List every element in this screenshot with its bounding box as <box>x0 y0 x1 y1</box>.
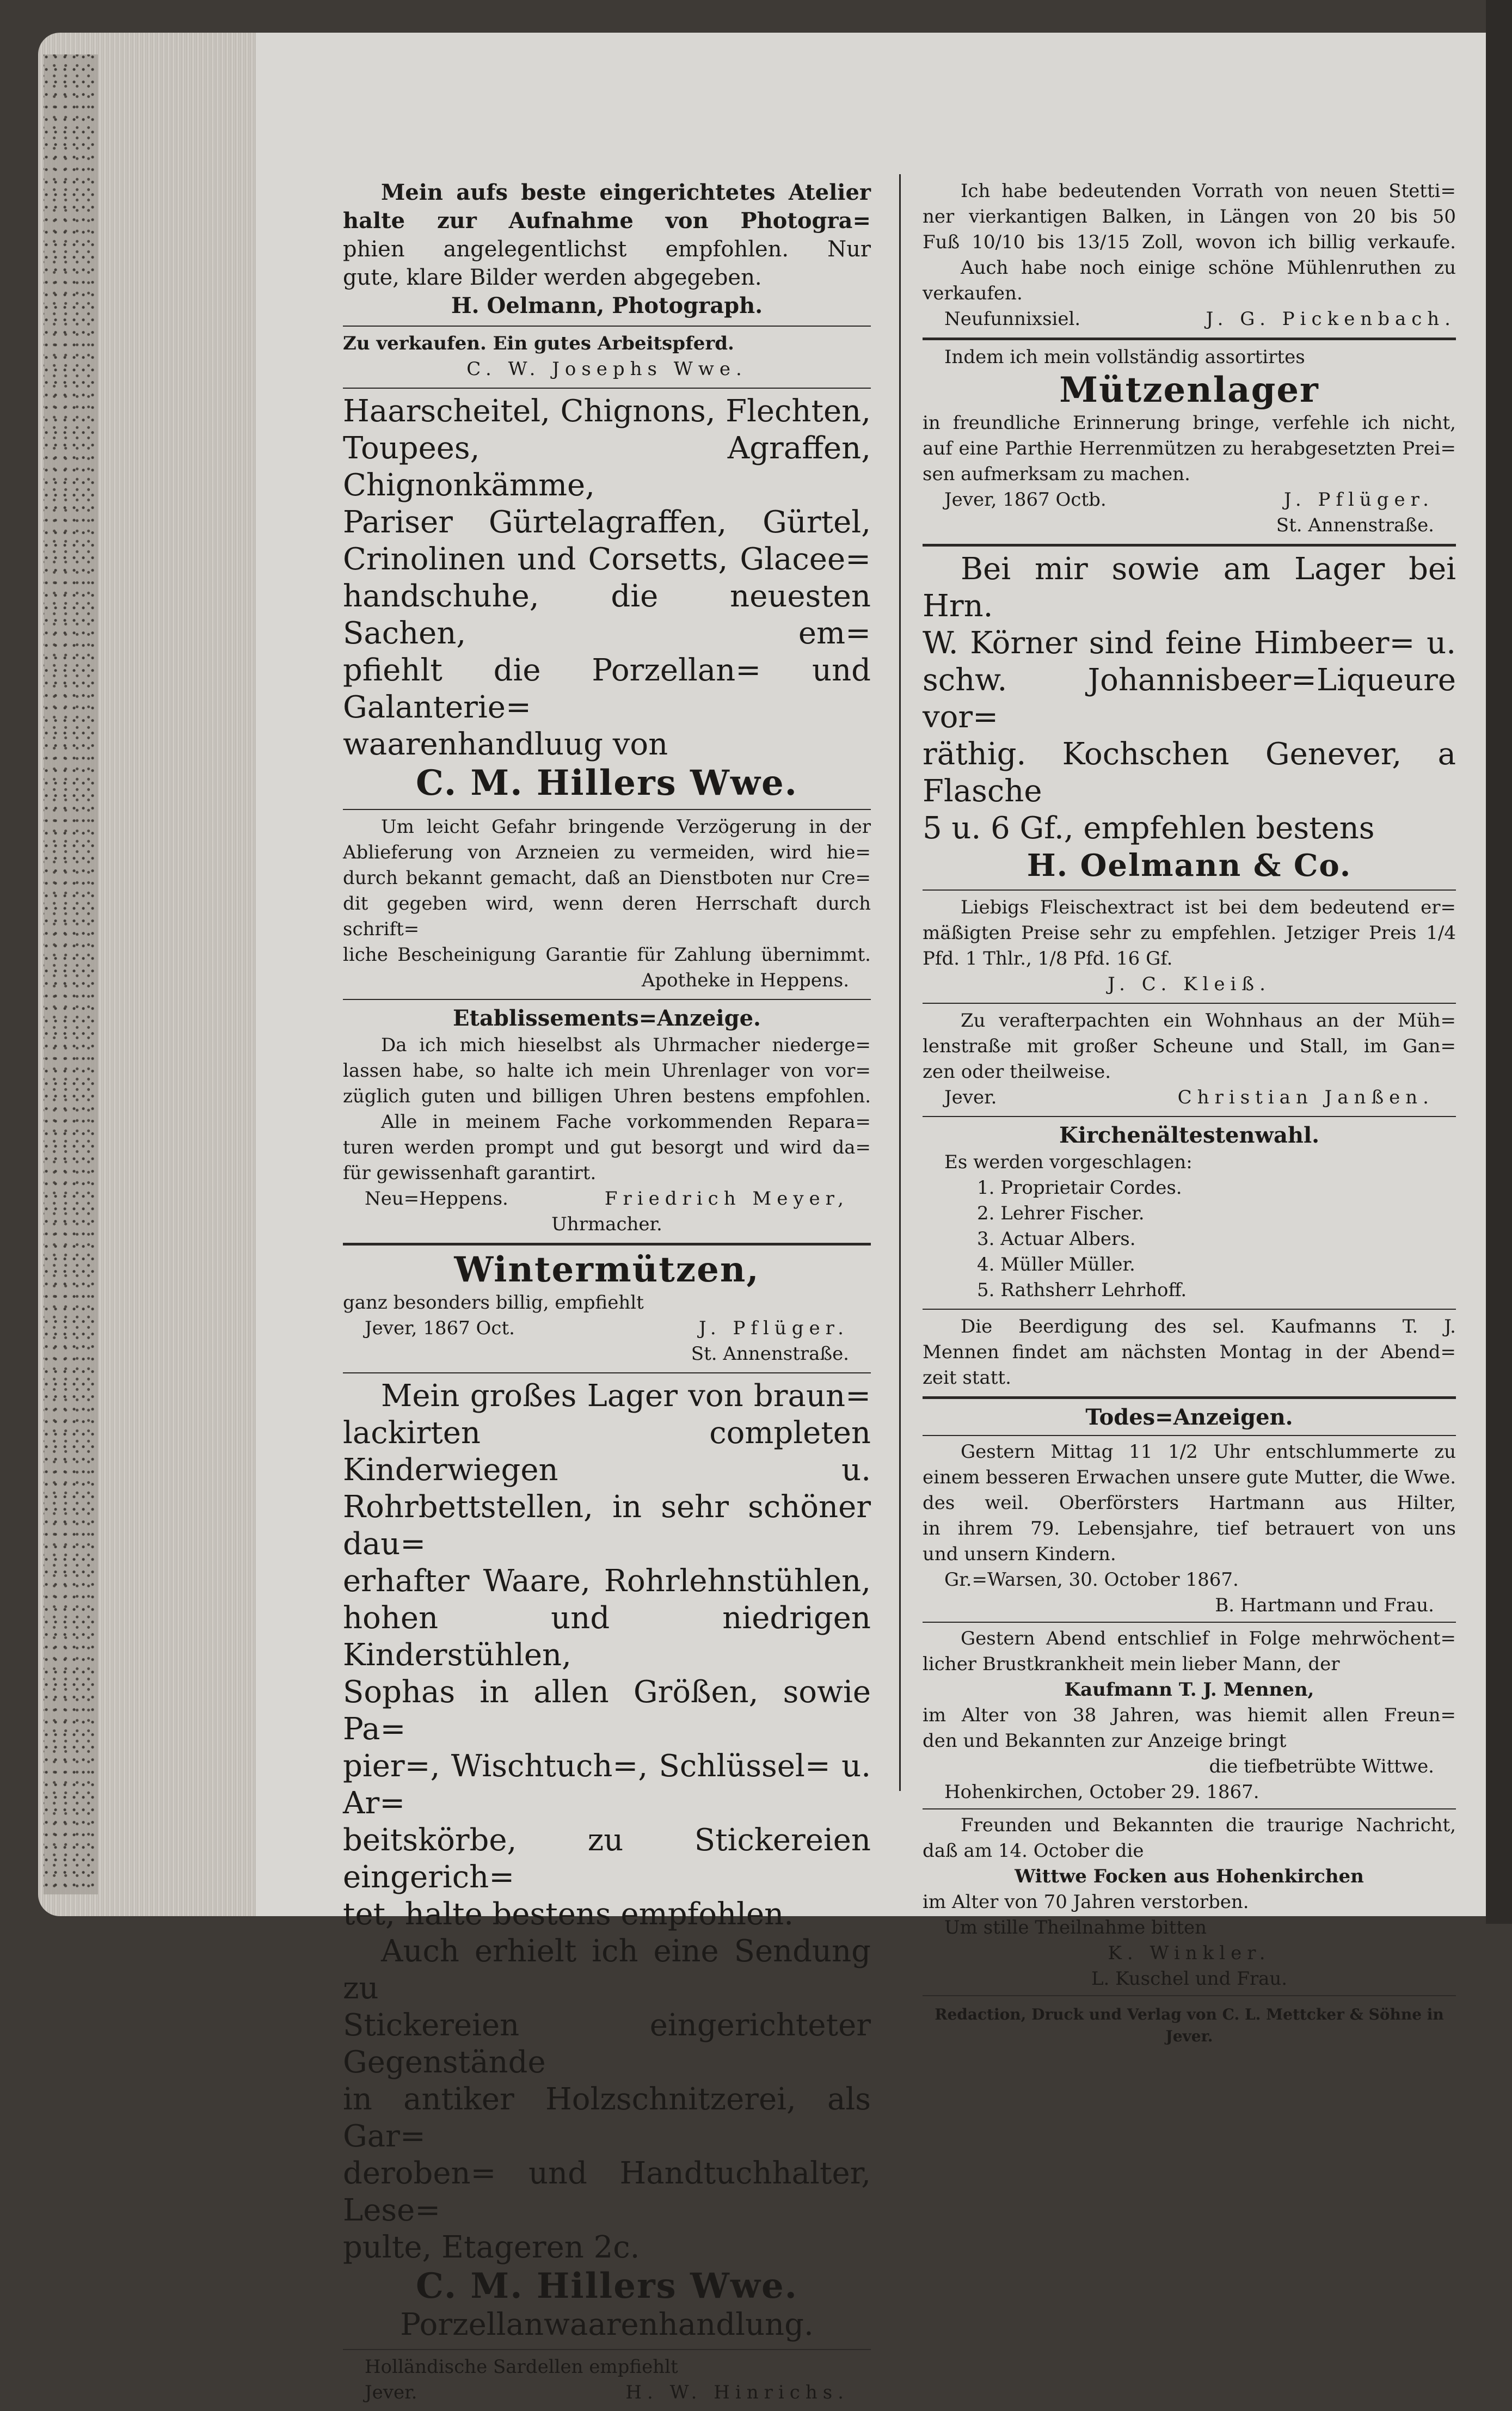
text-line: liche Bescheinigung Garantie für Zahlung übernimmt. <box>343 944 871 966</box>
text-line: Stickereien eingerichteter Gegenstände <box>343 2008 871 2080</box>
colophon: Redaction, Druck und Verlag von C. L. Mettcker & Söhne in Jever. <box>935 2005 1444 2045</box>
place: Neu=Heppens. <box>365 1188 508 1210</box>
text-line: Alle in meinem Fache vorkommenden Repara= <box>381 1111 871 1133</box>
name: J. G. Pickenbach. <box>1206 308 1456 330</box>
text-line: mäßigten Preise sehr zu empfehlen. Jetziger Preis 1/4 <box>923 922 1456 944</box>
ad-kinderwiegen <box>343 1373 871 2350</box>
place-date: Jever, 1867 Octb. <box>944 489 1107 511</box>
signature-row <box>343 1186 871 1212</box>
text-line: Da ich mich hieselbst als Uhrmacher niederge= <box>381 1034 871 1056</box>
place: Jever. <box>944 1087 997 1108</box>
text-line: Haarscheitel, Chignons, Flechten, <box>343 394 871 429</box>
signature-row <box>923 1085 1456 1111</box>
ad-vorrath <box>923 174 1456 340</box>
todes-anzeigen <box>923 1399 1456 2053</box>
text-line: auf eine Parthie Herrenmützen zu herabgesetzten Prei= <box>923 438 1456 459</box>
text-line: Toupees, Agraffen, Chignonkämme, <box>343 431 871 503</box>
signature: die tiefbetrübte Wittwe. <box>1209 1756 1434 1777</box>
signature: B. Hartmann und Frau. <box>1215 1594 1434 1616</box>
text-line: Liebigs Fleischextract ist bei dem bedeutend er= <box>961 897 1456 918</box>
text-line: daß am 14. October die <box>923 1840 1144 1862</box>
ad-sardellen <box>343 2350 871 2411</box>
text-line: waarenhandluug von <box>343 727 668 762</box>
section-title: Todes=Anzeigen. <box>1085 1404 1293 1430</box>
name: J. C. Kleiß. <box>1108 973 1271 995</box>
signature-row <box>923 487 1456 513</box>
place-date: Hohenkirchen, October 29. 1867. <box>944 1781 1259 1803</box>
text-line: ner vierkantigen Balken, in Längen von 20 bis 50 <box>923 206 1456 228</box>
list-item: 3. Actuar Albers. <box>977 1228 1136 1250</box>
ad-atelier <box>343 174 871 327</box>
list-item: 2. Lehrer Fischer. <box>977 1203 1145 1224</box>
text-line: Ablieferung von Arzneien zu vermeiden, wird hie= <box>343 842 871 863</box>
role: Uhrmacher. <box>551 1213 662 1235</box>
text-line: Mennen findet am nächsten Montag in der Abend= <box>923 1341 1456 1363</box>
signature: C. M. Hillers Wwe. <box>416 763 798 803</box>
right-column <box>923 174 1456 2053</box>
text-line: deroben= und Handtuchhalter, Lese= <box>343 2156 871 2228</box>
text-line: in antiker Holzschnitzerei, als Gar= <box>343 2082 871 2154</box>
ad-title: Etablissements=Anzeige. <box>453 1005 761 1031</box>
subtitle: ganz besonders billig, empfiehlt <box>343 1292 644 1314</box>
text-line: einem besseren Erwachen unsere gute Mutter, die Wwe. <box>923 1467 1456 1488</box>
text-line: Pariser Gürtelagraffen, Gürtel, <box>343 505 871 540</box>
text-line: Zu verafterpachten ein Wohnhaus an der Müh= <box>961 1010 1456 1032</box>
signature: H. Oelmann & Co. <box>1027 848 1352 884</box>
text-line: turen werden prompt und gut besorgt und wird da= <box>343 1137 871 1158</box>
name: L. Kuschel und Frau. <box>1091 1968 1288 1990</box>
text-line: Holländische Sardellen empfiehlt <box>365 2356 678 2378</box>
ad-wintermuetzen <box>343 1246 871 1373</box>
text-line: in freundliche Erinnerung bringe, verfehle ich nicht, <box>923 412 1456 434</box>
text-line: Bei mir sowie am Lager bei Hrn. <box>923 551 1456 624</box>
ad-title: Wintermützen, <box>454 1249 760 1290</box>
list-item: 1. Proprietair Cordes. <box>977 1177 1182 1199</box>
text-line: Kaufmann T. J. Mennen, <box>1064 1679 1314 1701</box>
column-divider <box>899 174 901 1791</box>
text-line: Mein großes Lager von braun= <box>381 1378 871 1414</box>
place-date: Jever, 1867 Oct. <box>365 1317 515 1339</box>
text-line: im Alter von 70 Jahren verstorben. <box>923 1891 1249 1913</box>
text-line: 5 u. 6 Gf., empfehlen bestens <box>923 811 1375 846</box>
text-line: pier=, Wischtuch=, Schlüssel= u. Ar= <box>343 1749 871 1821</box>
text-line: den und Bekannten zur Anzeige bringt <box>923 1730 1287 1752</box>
street: St. Annenstraße. <box>691 1343 849 1365</box>
signature: Apotheke in Heppens. <box>641 970 849 991</box>
name: H. W. Hinrichs. <box>625 2382 849 2403</box>
text-line: pfiehlt die Porzellan= und Galanterie= <box>343 653 871 725</box>
book-edge-speckle <box>44 54 98 1894</box>
text-line: lenstraße mit großer Scheune und Stall, im Gan= <box>923 1035 1456 1057</box>
ad-liqueure <box>923 547 1456 891</box>
book-spine <box>1486 0 1512 1924</box>
text-line: Gestern Mittag 11 1/2 Uhr entschlummerte zu <box>961 1441 1456 1463</box>
text-line: Wittwe Focken aus Hohenkirchen <box>1015 1866 1364 1887</box>
text-line: licher Brustkrankheit mein lieber Mann, der <box>923 1653 1340 1675</box>
text-line: zeit statt. <box>923 1367 1011 1389</box>
text-line: Auch erhielt ich eine Sendung zu <box>343 1934 871 2006</box>
place-date: Gr.=Warsen, 30. October 1867. <box>944 1569 1239 1591</box>
signature: C. M. Hillers Wwe. <box>416 2266 798 2306</box>
text-line: und unsern Kindern. <box>923 1543 1116 1565</box>
list-item: 5. Rathsherr Lehrhoff. <box>977 1279 1187 1301</box>
text-line: Um stille Theilnahme bitten <box>944 1917 1207 1938</box>
text-line: Gestern Abend entschlief in Folge mehrwöchent= <box>961 1628 1456 1649</box>
text-line: Ich habe bedeutenden Vorrath von neuen Stetti= <box>961 180 1456 202</box>
rule <box>923 1808 1456 1809</box>
text-line: erhafter Waare, Rohrlehnstühlen, <box>343 1563 871 1599</box>
rule <box>923 1622 1456 1623</box>
ad-beerdigung <box>923 1310 1456 1399</box>
notice-focken <box>923 1813 1456 1992</box>
text-line: phien angelegentlichst empfohlen. Nur <box>343 237 871 262</box>
intro: Indem ich mein vollständig assortirtes <box>944 346 1305 368</box>
subsignature: Porzellanwaarenhandlung. <box>400 2307 814 2342</box>
signature-row <box>343 1316 871 1341</box>
place: Jever. <box>365 2382 417 2403</box>
text-line: für gewissenhaft garantirt. <box>343 1162 597 1184</box>
notice-mennen <box>923 1626 1456 1805</box>
signature-row <box>923 306 1456 332</box>
ad-muetzenlager <box>923 340 1456 547</box>
text-line: Auch habe noch einige schöne Mühlenruthen zu <box>961 257 1456 279</box>
text-line: halte zur Aufnahme von Photogra= <box>343 208 871 234</box>
text-line: Sophas in allen Größen, sowie Pa= <box>343 1674 871 1747</box>
text-line: Pfd. 1 Thlr., 1/8 Pfd. 16 Gf. <box>923 948 1173 970</box>
text-line: Zu verkaufen. Ein gutes Arbeitspferd. <box>343 333 734 354</box>
text-line: im Alter von 38 Jahren, was hiemit allen Freun= <box>923 1704 1456 1726</box>
text-line: lackirten completen Kinderwiegen u. <box>343 1415 871 1488</box>
text-line: Freunden und Bekannten die traurige Nachricht, <box>961 1814 1456 1836</box>
place: Neufunnixsiel. <box>944 308 1081 330</box>
text-line: hohen und niedrigen Kinderstühlen, <box>343 1600 871 1673</box>
intro: Es werden vorgeschlagen: <box>944 1151 1193 1173</box>
text-line: lassen habe, so halte ich mein Uhrenlager von vor= <box>343 1060 871 1082</box>
notice-hartmann <box>923 1439 1456 1618</box>
signature: H. Oelmann, Photograph. <box>451 293 763 318</box>
text-line: in ihrem 79. Lebensjahre, tief betrauert von uns <box>923 1518 1456 1539</box>
name: J. Pflüger. <box>698 1317 849 1339</box>
text-line: sen aufmerksam zu machen. <box>923 463 1190 485</box>
text-line: pulte, Etageren 2c. <box>343 2230 640 2265</box>
ad-wohnhaus <box>923 1004 1456 1117</box>
text-line: Fuß 10/10 bis 13/15 Zoll, wovon ich billig verkaufe. <box>923 231 1456 253</box>
text-line: W. Körner sind feine Himbeer= u. <box>923 625 1456 661</box>
text-line: Crinolinen und Corsetts, Glacee= <box>343 542 871 577</box>
left-column <box>343 174 871 2411</box>
ad-etablissement <box>343 1000 871 1246</box>
street: St. Annenstraße. <box>1276 514 1434 536</box>
text-line: dit gegeben wird, wenn deren Herrschaft durch schrift= <box>343 893 871 940</box>
name: Christian Janßen. <box>1177 1087 1434 1108</box>
ad-fleischextract <box>923 891 1456 1004</box>
text-line: durch bekannt gemacht, daß an Dienstboten nur Cre= <box>343 867 871 889</box>
ad-title: Kirchenältestenwahl. <box>1059 1122 1320 1148</box>
name: Friedrich Meyer, <box>604 1188 849 1210</box>
rule <box>923 1995 1456 1996</box>
text-line: handschuhe, die neuesten Sachen, em= <box>343 579 871 651</box>
list-item: 4. Müller Müller. <box>977 1254 1135 1275</box>
text-line: des weil. Oberförsters Hartmann aus Hilter, <box>923 1492 1456 1514</box>
name: J. Pflüger. <box>1283 489 1434 511</box>
signature-row <box>343 2380 871 2406</box>
text-line: Rohrbettstellen, in sehr schöner dau= <box>343 1489 871 1562</box>
text-line: räthig. Kochschen Genever, a Flasche <box>923 737 1456 809</box>
ad-title: Mützenlager <box>1059 370 1319 410</box>
name: K. Winkler. <box>1108 1942 1271 1964</box>
text-line: zen oder theilweise. <box>923 1061 1111 1083</box>
text-line: schw. Johannisbeer=Liqueure vor= <box>923 662 1456 735</box>
rule <box>923 1435 1456 1436</box>
text-line: züglich guten und billigen Uhren bestens empfohlen. <box>343 1085 871 1107</box>
ad-verkaufen <box>343 327 871 389</box>
text-line: Mein aufs beste eingerichtetes Atelier <box>381 180 871 205</box>
ad-apotheke <box>343 810 871 1000</box>
text-line: Die Beerdigung des sel. Kaufmanns T. J. <box>961 1316 1456 1338</box>
text-line: tet, halte bestens empfohlen. <box>343 1897 794 1932</box>
text-line: gute, klare Bilder werden abgegeben. <box>343 265 762 290</box>
text-line: Um leicht Gefahr bringende Verzögerung in der <box>381 816 871 838</box>
ad-haarscheitel <box>343 389 871 810</box>
ad-kirchen <box>923 1117 1456 1310</box>
signature: C. W. Josephs Wwe. <box>466 358 747 380</box>
text-line: beitskörbe, zu Stickereien eingerich= <box>343 1823 871 1895</box>
text-line: verkaufen. <box>923 283 1023 304</box>
